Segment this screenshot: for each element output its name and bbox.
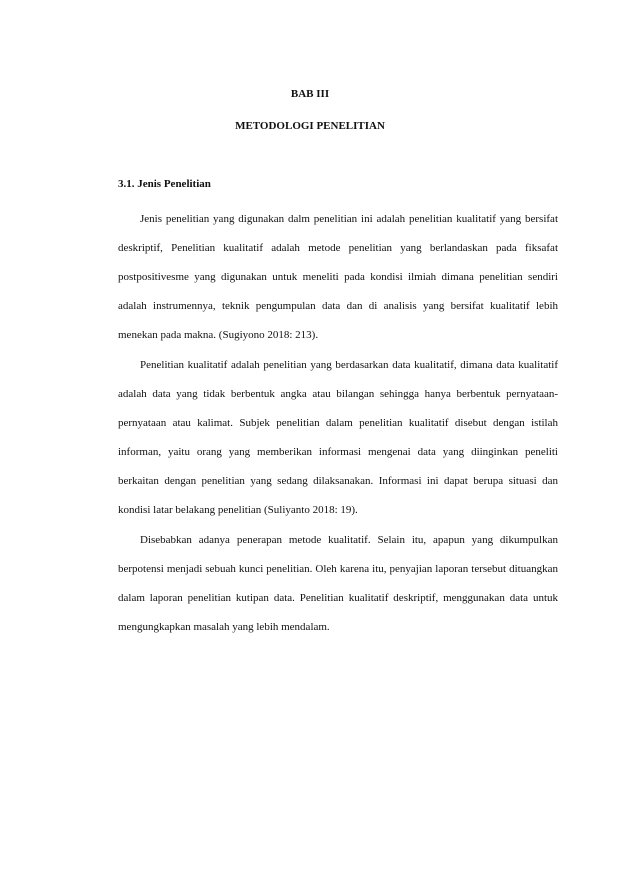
paragraph-3: Disebabkan adanya penerapan metode kualitatif. Selain itu, apapun yang dikumpulkan berpotensi menjadi sebuah kunci penelitian. Oleh karena itu, penyajian laporan tersebut dituangkan dalam laporan penelitian kutipan data. Penelitian kualitatif deskriptif, menggunakan data untuk mengungkapkan masalah yang lebih mendalam. bbox=[118, 534, 558, 633]
paragraph-1: Jenis penelitian yang digunakan dalm penelitian ini adalah penelitian kualitatif yang bersifat deskriptif, Penelitian kualitatif adalah metode penelitian yang berlandaskan pada fiksafat postpositivesme yang digunakan untuk meneliti pada kondisi ilmiah dimana penelitian sendiri adalah instrumennya, teknik pengumpulan data dan di analisis yang bersifat kualitatif lebih menekan pada makna. (Sugiyono 2018: 213). bbox=[118, 213, 558, 341]
chapter-title: METODOLOGI PENELITIAN bbox=[235, 120, 385, 132]
chapter-label: BAB III bbox=[290, 88, 330, 100]
section-body bbox=[118, 205, 558, 643]
section-heading: 3.1. Jenis Penelitian bbox=[118, 178, 211, 190]
paragraph-2: Penelitian kualitatif adalah penelitian yang berdasarkan data kualitatif, dimana data kualitatif adalah data yang tidak berbentuk angka atau bilangan sehingga hanya berbentuk pernyataan-pernyataan atau kalimat. Subjek penelitian dalam penelitian kualitatif disebut dengan istilah informan, yaitu orang yang memberikan informasi mengenai data yang diinginkan peneliti berkaitan dengan penelitian yang sedang dilaksanakan. Informasi ini dapat berupa situasi dan kondisi latar belakang penelitian (Suliyanto 2018: 19). bbox=[118, 359, 558, 516]
